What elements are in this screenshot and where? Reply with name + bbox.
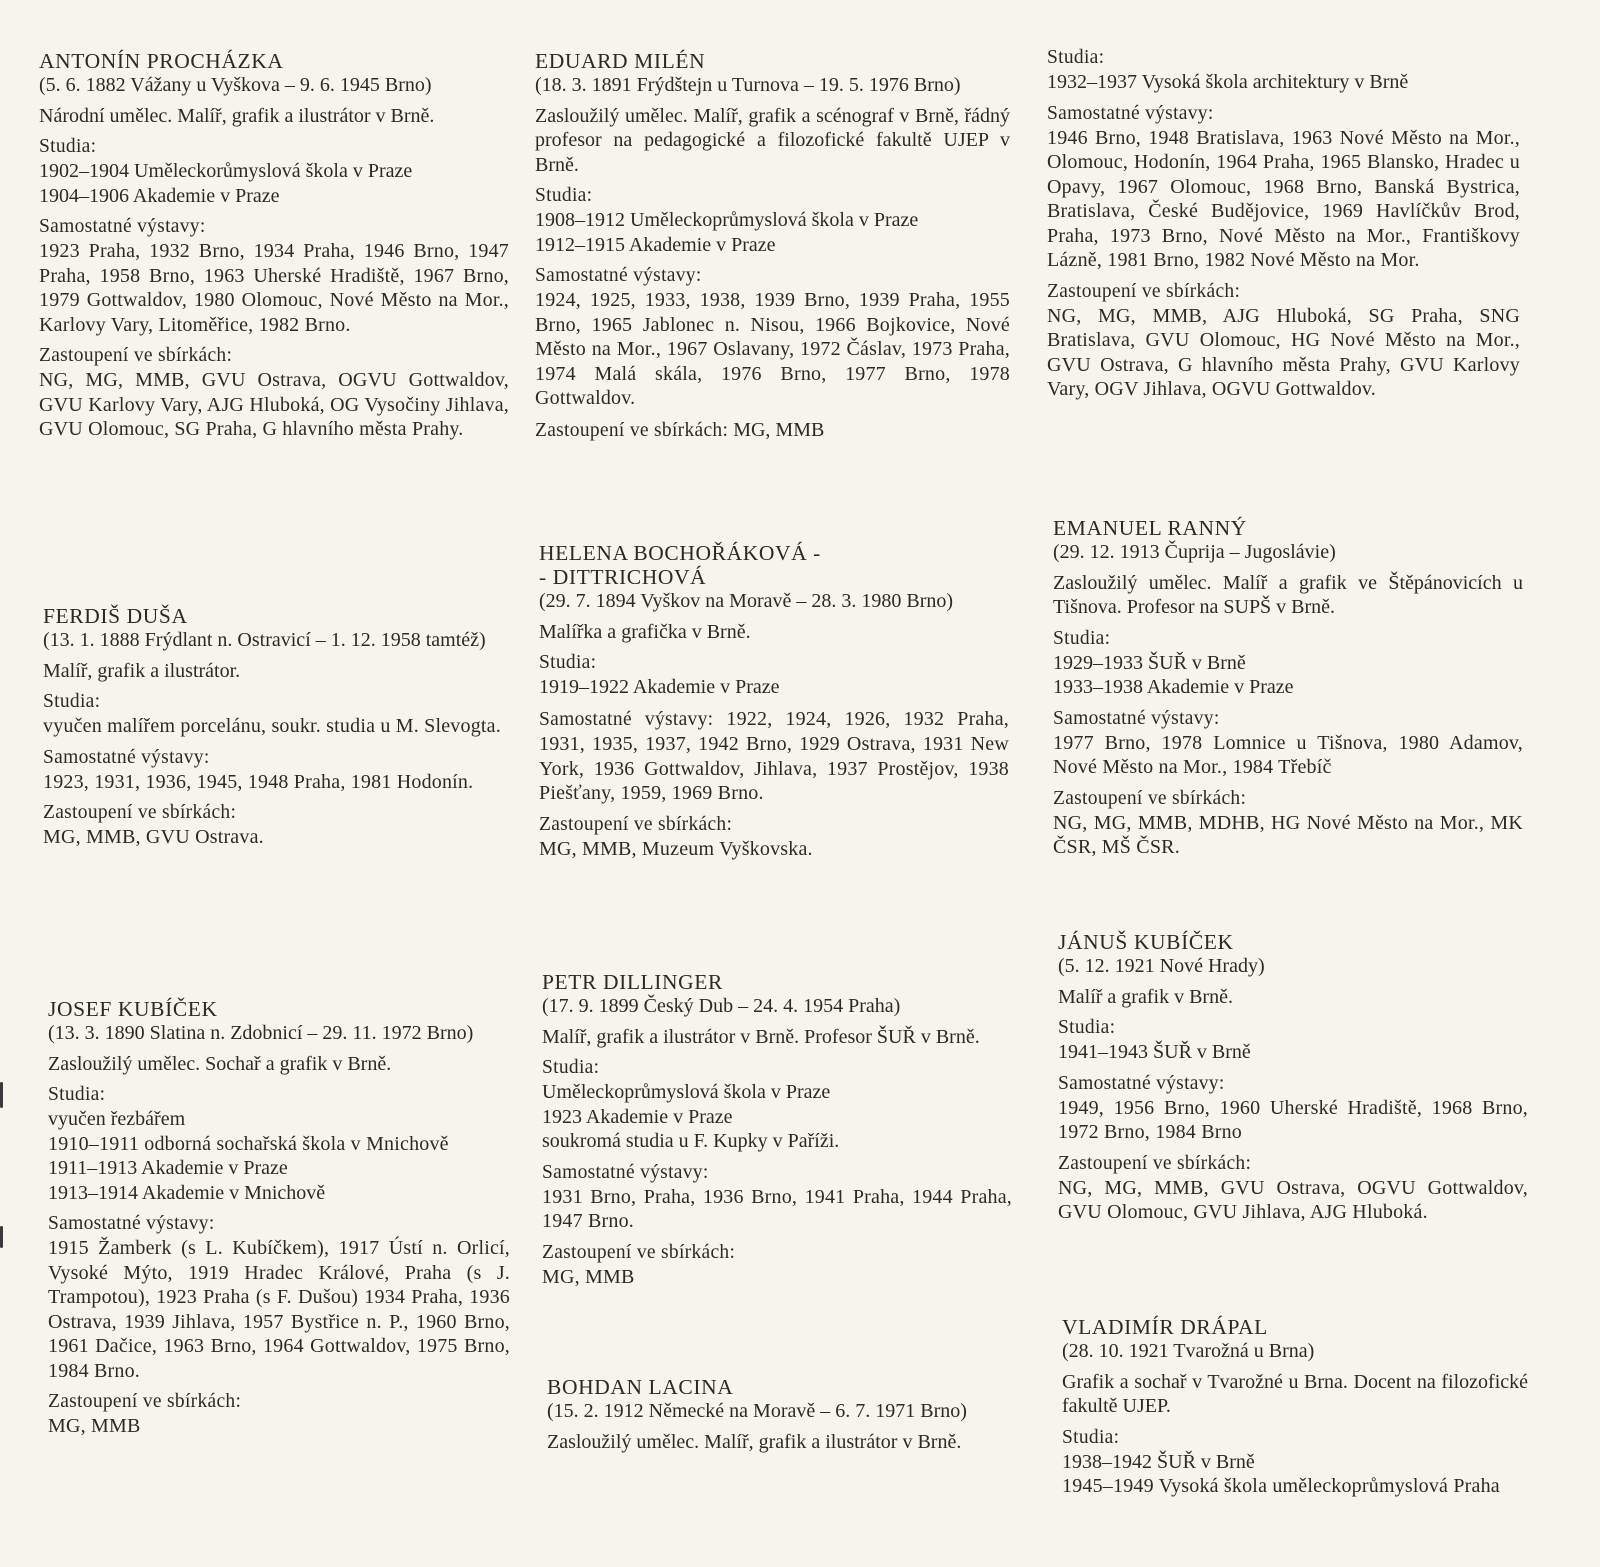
studies-section [39, 135, 509, 208]
collections-section [43, 801, 509, 850]
study-line: 1904–1906 Akademie v Praze [39, 184, 280, 207]
collections-section [39, 344, 509, 442]
study-line: 1932–1937 Vysoká škola architektury v Brně [1047, 71, 1409, 93]
section-label: Zastoupení ve sbírkách: [542, 1241, 736, 1263]
artist-name: JÁNUŠ KUBÍČEK [1058, 930, 1234, 954]
artist-name: ANTONÍN PROCHÁZKA [39, 49, 284, 73]
section-label: Studia: [1047, 47, 1105, 68]
section-text: 1922, 1924, 1926, 1932 Praha, 1931, 1935, 1937, 1942 Brno, 1929 Ostrava, 1931 New York, 1936 Gottwaldov, Jihlava, 1937 Prostějov, 1938 Piešťany, 1959, 1969 Brno. [539, 707, 1009, 804]
section-text: MG, MMB [48, 1415, 141, 1437]
artist-dates: (17. 9. 1899 Český Dub – 24. 4. 1954 Praha) [542, 995, 901, 1017]
section-label: Zastoupení ve sbírkách: [1053, 787, 1247, 809]
section-label: Studia: [39, 136, 97, 157]
section-text: MG, MMB, GVU Ostrava. [43, 826, 264, 848]
section-label: Samostatné výstavy: [535, 265, 702, 286]
studies-section [1058, 1016, 1528, 1065]
section-label: Samostatné výstavy: [1053, 707, 1220, 729]
study-line: 1902–1904 Uměleckorůmyslová škola v Praze [39, 160, 413, 182]
study-line: 1929–1933 ŠUŘ v Brně [1053, 651, 1246, 674]
artist-entry [535, 49, 1010, 443]
exhibitions-section [535, 264, 1010, 411]
artist-dates: (5. 12. 1921 Nové Hrady) [1058, 955, 1265, 977]
artist-entry [539, 541, 1009, 861]
section-text: 1924, 1925, 1933, 1938, 1939 Brno, 1939 Praha, 1955 Brno, 1965 Jablonec n. Nisou, 1966 Bojkovice, Nové Město na Mor., 1967 Oslavany, 1972 Čáslav, 1973 Praha, 1974 Malá skála, 1976 Brno, 1977 Brno, 1978 Gottwaldov. [535, 289, 1010, 409]
section-text: 1931 Brno, Praha, 1936 Brno, 1941 Praha, 1944 Praha, 1947 Brno. [542, 1185, 1012, 1232]
section-label: Zastoupení ve sbírkách: [1058, 1152, 1252, 1174]
section-label: Studia: [535, 185, 593, 206]
section-text: NG, MG, MMB, MDHB, HG Nové Město na Mor., MK ČSR, MŠ ČSR. [1053, 811, 1523, 858]
exhibitions-section [542, 1161, 1012, 1234]
section-label: Samostatné výstavy: [39, 216, 206, 237]
artist-description: Malíř a grafik v Brně. [1058, 985, 1233, 1008]
artist-dates: (15. 2. 1912 Německé na Moravě – 6. 7. 1971 Brno) [547, 1400, 967, 1422]
artist-dates: (29. 12. 1913 Čuprija – Jugoslávie) [1053, 541, 1336, 563]
artist-entry [542, 970, 1012, 1289]
artist-name-line: HELENA BOCHOŘÁKOVÁ - [539, 541, 821, 565]
section-label: Samostatné výstavy: [48, 1213, 215, 1234]
artist-description: Zasloužilý umělec. Malíř, grafik a ilustrátor v Brně. [547, 1430, 962, 1453]
study-line: soukromá studia u F. Kupky v Paříži. [542, 1130, 840, 1152]
section-label: Studia: [539, 652, 597, 673]
exhibitions-section [39, 215, 509, 337]
study-line: 1908–1912 Uměleckoprůmyslová škola v Praze [535, 209, 919, 231]
artist-dates: (13. 3. 1890 Slatina n. Zdobnicí – 29. 11. 1972 Brno) [48, 1022, 474, 1044]
artist-entry [1058, 930, 1528, 1225]
study-line: 1913–1914 Akademie v Mnichově [48, 1181, 326, 1204]
studies-section [48, 1083, 510, 1205]
study-line: 1933–1938 Akademie v Praze [1053, 676, 1294, 698]
section-label: Studia: [43, 691, 101, 712]
section-label: Studia: [542, 1057, 600, 1078]
artist-description: Národní umělec. Malíř, grafik a ilustrátor v Brně. [39, 104, 435, 127]
artist-name-line: - DITTRICHOVÁ [539, 565, 707, 589]
study-line: 1910–1911 odborná sochařská škola v Mnichově [48, 1132, 449, 1155]
artist-description: Malíř, grafik a ilustrátor. [43, 659, 241, 682]
artist-entry [547, 1375, 1017, 1461]
artist-entry-continued [1047, 46, 1520, 402]
section-text: 1923 Praha, 1932 Brno, 1934 Praha, 1946 Brno, 1947 Praha, 1958 Brno, 1963 Uherské Hradiště, 1967 Brno, 1979 Gottwaldov, 1980 Olomouc, Nové Město na Mor., Karlovy Vary, Litoměřice, 1982 Brno. [39, 240, 509, 336]
artist-entry [1053, 516, 1523, 860]
section-label: Samostatné výstavy: [1058, 1072, 1225, 1094]
artist-name: BOHDAN LACINA [547, 1375, 734, 1399]
study-line: Uměleckoprůmyslová škola v Praze [542, 1081, 831, 1103]
binding-mark [0, 1226, 3, 1248]
artist-description: Malíř, grafik a ilustrátor v Brně. Profesor ŠUŘ v Brně. [542, 1025, 980, 1048]
section-label: Studia: [1062, 1426, 1120, 1448]
collections-section [1053, 787, 1523, 860]
collections-section [48, 1390, 510, 1439]
artist-entry [43, 604, 509, 850]
study-line: 1923 Akademie v Praze [542, 1105, 733, 1128]
artist-entry [48, 997, 510, 1439]
section-label: Studia: [1053, 627, 1111, 649]
study-line: 1919–1922 Akademie v Praze [539, 676, 780, 698]
collections-section [542, 1241, 1012, 1290]
exhibitions-section [1047, 102, 1520, 273]
section-label: Studia: [48, 1084, 106, 1105]
artist-dates: (13. 1. 1888 Frýdlant n. Ostravicí – 1. 12. 1958 tamtéž) [43, 629, 486, 651]
studies-section [1062, 1426, 1528, 1499]
exhibitions-section [1053, 707, 1523, 780]
artist-description: Grafik a sochař v Tvarožné u Brna. Docent na filozofické fakultě UJEP. [1062, 1370, 1528, 1417]
section-text: MG, MMB [733, 418, 825, 441]
section-text: 1915 Žamberk (s L. Kubíčkem), 1917 Ústí n. Orlicí, Vysoké Mýto, 1919 Hradec Králové, Praha (s J. Trampotou), 1923 Praha (s F. Dušou) 1934 Praha, 1936 Ostrava, 1939 Jihlava, 1957 Bystřice n. P., 1960 Brno, 1961 Dačice, 1963 Brno, 1964 Gottwaldov, 1975 Brno, 1984 Brno. [48, 1237, 510, 1382]
exhibitions-section [539, 707, 1009, 806]
artist-entry [39, 49, 509, 442]
artist-entry [1062, 1315, 1528, 1499]
section-text: NG, MG, MMB, GVU Ostrava, OGVU Gottwaldov, GVU Karlovy Vary, AJG Hluboká, OG Vysočiny Jihlava, GVU Olomouc, SG Praha, G hlavního města Prahy. [39, 369, 509, 440]
section-text: NG, MG, MMB, AJG Hluboká, SG Praha, SNG Bratislava, GVU Olomouc, HG Nové Město na Mor., GVU Ostrava, G hlavního města Prahy, GVU Karlovy Vary, OGV Jihlava, OGVU Gottwaldov. [1047, 304, 1520, 400]
exhibitions-section [1058, 1072, 1528, 1145]
section-label: Zastoupení ve sbírkách: [1047, 280, 1241, 302]
study-line: vyučen řezbářem [48, 1108, 186, 1130]
section-text: 1977 Brno, 1978 Lomnice u Tišnova, 1980 Adamov, Nové Město na Mor., 1984 Třebíč [1053, 731, 1523, 778]
collections-section [535, 418, 1010, 444]
artist-name: EMANUEL RANNÝ [1053, 516, 1247, 540]
collections-section [1047, 280, 1520, 402]
artist-name: JOSEF KUBÍČEK [48, 997, 218, 1021]
artist-description: Malířka a grafička v Brně. [539, 620, 751, 643]
section-label: Studia: [1058, 1017, 1116, 1038]
artist-dates: (29. 7. 1894 Vyškov na Moravě – 28. 3. 1980 Brno) [539, 590, 954, 612]
section-text: MG, MMB [542, 1265, 635, 1288]
artist-description: Zasloužilý umělec. Sochař a grafik v Brně. [48, 1052, 392, 1075]
section-label: Zastoupení ve sbírkách: [39, 345, 233, 366]
studies-section [542, 1056, 1012, 1154]
binding-mark [0, 1082, 3, 1108]
study-line: 1945–1949 Vysoká škola uměleckoprůmyslová Praha [1062, 1475, 1500, 1497]
section-label: Zastoupení ve sbírkách: [535, 419, 729, 441]
studies-section [1053, 627, 1523, 700]
section-text: 1949, 1956 Brno, 1960 Uherské Hradiště, 1968 Brno, 1972 Brno, 1984 Brno [1058, 1096, 1528, 1143]
section-label: Samostatné výstavy: [539, 708, 714, 730]
section-text: vyučen malířem porcelánu, soukr. studia u M. Slevogta. [43, 715, 501, 737]
exhibitions-section [43, 746, 509, 795]
artist-description: Zasloužilý umělec. Malíř a grafik ve Štěpánovicích u Tišnova. Profesor na SUPŠ v Brně. [1053, 571, 1523, 618]
study-line: 1941–1943 ŠUŘ v Brně [1058, 1041, 1251, 1063]
section-label: Zastoupení ve sbírkách: [43, 802, 237, 823]
artist-dates: (28. 10. 1921 Tvarožná u Brna) [1062, 1340, 1315, 1362]
artist-name: PETR DILLINGER [542, 970, 723, 994]
studies-section [1047, 46, 1520, 95]
collections-section [539, 813, 1009, 862]
artist-description: Zasloužilý umělec. Malíř, grafik a scénograf v Brně, řádný profesor na pedagogické a filozofické fakultě UJEP v Brně. [535, 104, 1010, 176]
section-text: NG, MG, MMB, GVU Ostrava, OGVU Gottwaldov, GVU Olomouc, GVU Jihlava, AJG Hluboká. [1058, 1176, 1528, 1223]
section-text: 1946 Brno, 1948 Bratislava, 1963 Nové Město na Mor., Olomouc, Hodonín, 1964 Praha, 1965 Blansko, Hradec u Opavy, 1967 Olomouc, 1968 Brno, Banská Bystrica, Bratislava, České Budějovice, 1969 Havlíčkův Brod, Praha, 1973 Brno, Nové Město na Mor., Františkovy Lázně, 1981 Brno, 1982 Nové Město na Mor. [1047, 126, 1520, 271]
studies-section [43, 690, 509, 739]
artist-dates: (18. 3. 1891 Frýdštejn u Turnova – 19. 5. 1976 Brno) [535, 74, 961, 96]
artist-name: EDUARD MILÉN [535, 49, 706, 73]
artist-name: VLADIMÍR DRÁPAL [1062, 1315, 1268, 1339]
collections-section [1058, 1152, 1528, 1225]
study-line: 1911–1913 Akademie v Praze [48, 1157, 288, 1179]
exhibitions-section [48, 1212, 510, 1383]
section-label: Samostatné výstavy: [1047, 102, 1214, 124]
study-line: 1912–1915 Akademie v Praze [535, 233, 776, 256]
study-line: 1938–1942 ŠUŘ v Brně [1062, 1450, 1255, 1473]
section-label: Samostatné výstavy: [542, 1161, 709, 1183]
studies-section [535, 184, 1010, 257]
section-label: Zastoupení ve sbírkách: [539, 813, 733, 835]
section-text: 1923, 1931, 1936, 1945, 1948 Praha, 1981 Hodonín. [43, 770, 474, 793]
section-label: Samostatné výstavy: [43, 746, 210, 768]
section-text: MG, MMB, Muzeum Vyškovska. [539, 837, 813, 860]
studies-section [539, 651, 1009, 700]
artist-dates: (5. 6. 1882 Vážany u Vyškova – 9. 6. 1945 Brno) [39, 74, 432, 96]
artist-name: FERDIŠ DUŠA [43, 604, 188, 628]
section-label: Zastoupení ve sbírkách: [48, 1391, 242, 1412]
